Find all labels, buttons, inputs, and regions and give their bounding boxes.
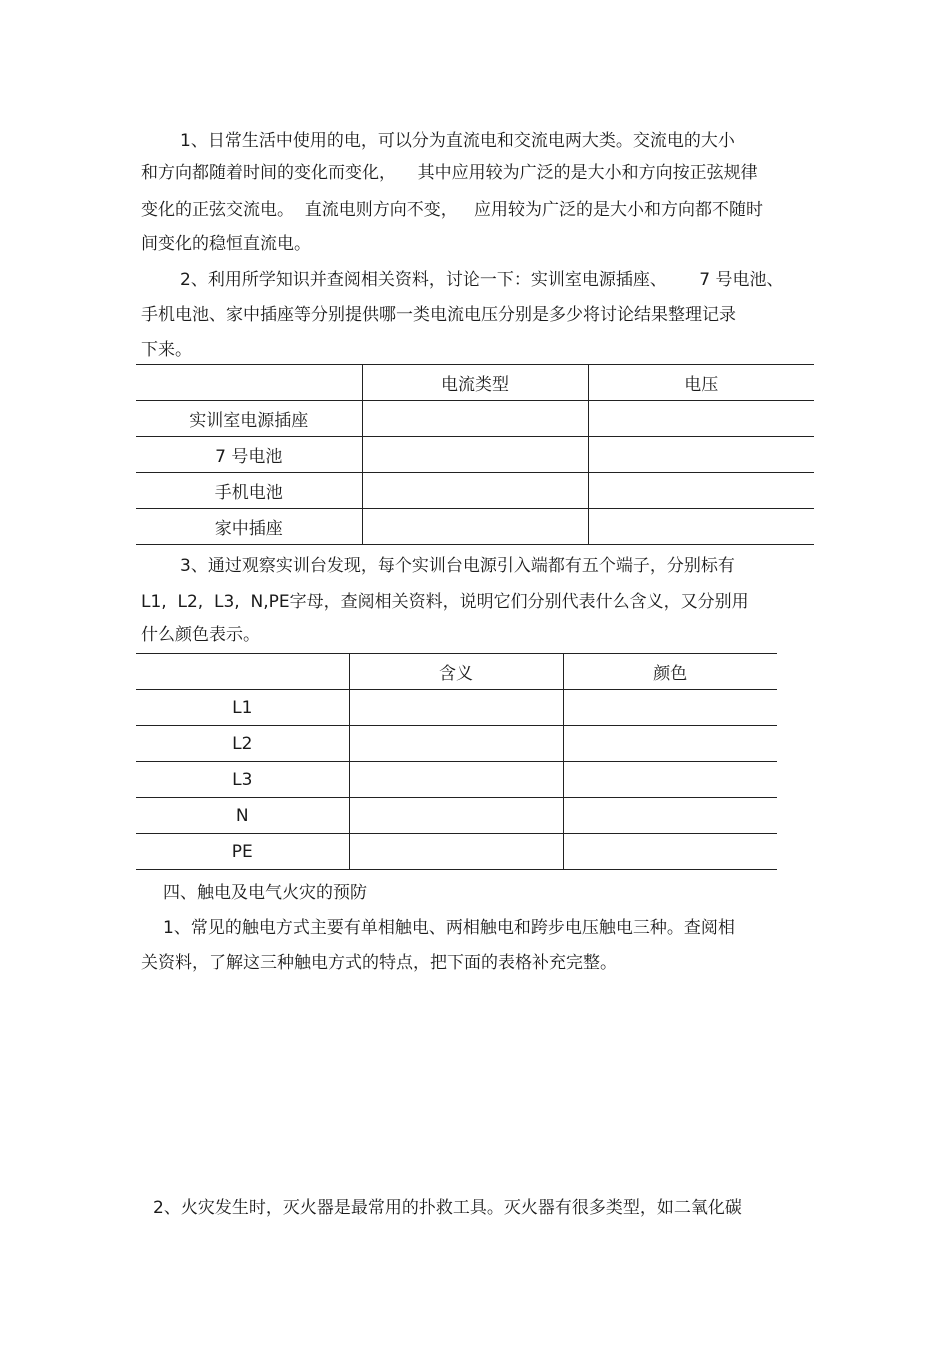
table-row-label: L2 [136,726,349,762]
para2-line2: 手机电池、家中插座等分别提供哪一类电流电压分别是多少将讨论结果整理记录 [141,305,736,325]
table-row [136,473,814,509]
para5-line1: 2、火灾发生时，灭火器是最常用的扑救工具。灭火器有很多类型，如二氧化碳 [153,1198,742,1218]
table-row [136,509,814,545]
para4-line1: 1、常见的触电方式主要有单相触电、两相触电和跨步电压触电三种。查阅相 [163,918,735,938]
table-header-cell: 电流类型 [362,365,588,401]
table-row [136,798,777,834]
table-cell[interactable] [588,437,814,473]
terminal-table [136,653,777,870]
table-header-cell: 电压 [588,365,814,401]
table-row-label: 实训室电源插座 [136,401,362,437]
table-row [136,726,777,762]
table-header-cell [136,654,349,690]
para2-line3: 下来。 [141,340,192,360]
table-header-cell [136,365,362,401]
para1-line1: 1、日常生活中使用的电，可以分为直流电和交流电两大类。交流电的大小 [180,131,735,151]
table-cell[interactable] [563,726,777,762]
table-cell[interactable] [362,401,588,437]
table-cell[interactable] [563,798,777,834]
table-cell[interactable] [563,834,777,870]
table-cell[interactable] [349,798,563,834]
table-cell[interactable] [349,762,563,798]
table-cell[interactable] [563,690,777,726]
table-cell[interactable] [362,473,588,509]
table-row [136,690,777,726]
table-cell[interactable] [349,690,563,726]
table-cell[interactable] [362,509,588,545]
table-cell[interactable] [349,834,563,870]
table-row-label: N [136,798,349,834]
para1-line3: 变化的正弦交流电。 直流电则方向不变， 应用较为广泛的是大小和方向都不随时 [141,200,764,220]
table-header-cell: 颜色 [563,654,777,690]
para3-line2: L1, L2, L3, N,PE字母，查阅相关资料，说明它们分别代表什么含义，又分别用 [141,592,749,612]
current-voltage-table [136,364,814,545]
table-row-label: 家中插座 [136,509,362,545]
table-row-label: PE [136,834,349,870]
table-header-row [136,654,777,690]
table-row [136,437,814,473]
table-cell[interactable] [588,509,814,545]
table-row-label: L1 [136,690,349,726]
table-row-label: 7 号电池 [136,437,362,473]
table-row [136,834,777,870]
table-cell[interactable] [588,473,814,509]
para1-line4: 间变化的稳恒直流电。 [141,234,311,254]
para2-line1: 2、利用所学知识并查阅相关资料，讨论一下：实训室电源插座、 7 号电池、 [180,270,784,290]
table-row [136,401,814,437]
table-cell[interactable] [349,726,563,762]
para1-line2: 和方向都随着时间的变化而变化， 其中应用较为广泛的是大小和方向按正弦规律 [141,163,758,183]
section-heading: 四、触电及电气火灾的预防 [163,883,367,903]
para4-line2: 关资料，了解这三种触电方式的特点，把下面的表格补充完整。 [141,953,617,973]
table-row-label: L3 [136,762,349,798]
table-row-label: 手机电池 [136,473,362,509]
table-header-cell: 含义 [349,654,563,690]
table-row [136,762,777,798]
para3-line3: 什么颜色表示。 [141,625,260,645]
table-header-row [136,365,814,401]
table-cell[interactable] [563,762,777,798]
table-cell[interactable] [588,401,814,437]
para3-line1: 3、通过观察实训台发现，每个实训台电源引入端都有五个端子，分别标有 [180,556,735,576]
table-cell[interactable] [362,437,588,473]
